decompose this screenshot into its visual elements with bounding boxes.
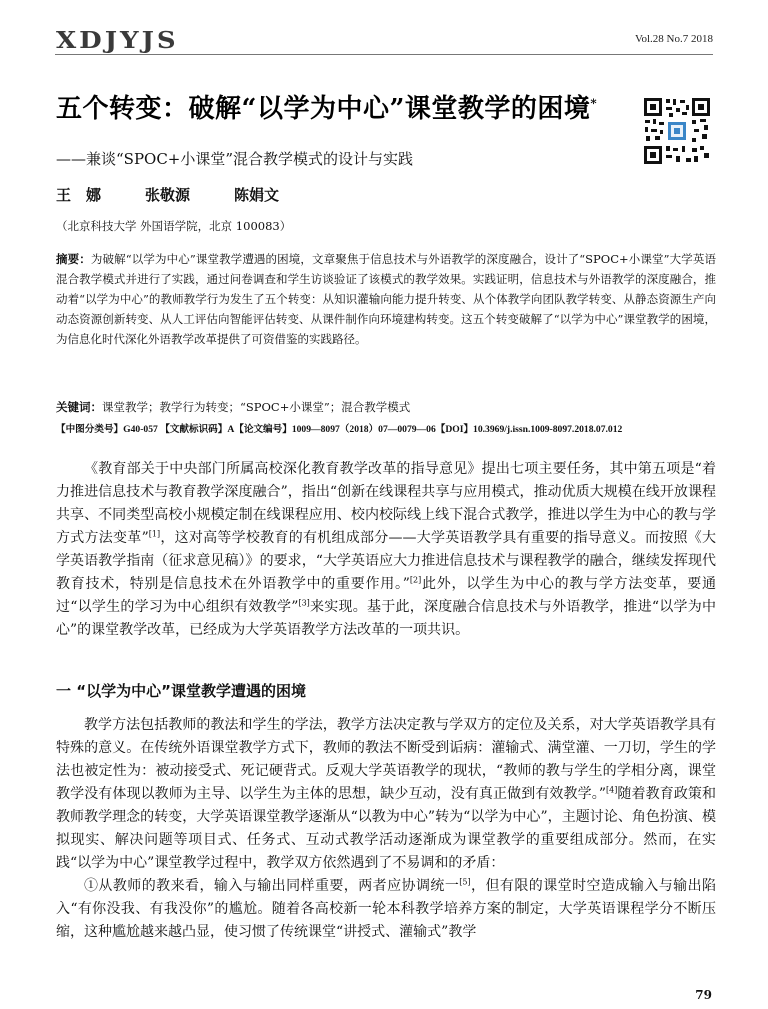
body-text-run: 此外，以学生为中心的教与学方法变革，要通过“以学生的学习为中心组织有效教学”: [56, 576, 717, 615]
header-divider: [55, 54, 713, 55]
article-subtitle: ——兼谈“SPOC+小课堂”混合教学模式的设计与实践: [56, 150, 414, 168]
author-name: 王 娜: [56, 186, 102, 204]
body-paragraph: [56, 458, 716, 642]
section-1-body: [56, 714, 716, 944]
intro-section: [56, 458, 716, 642]
keywords-label: 关键词：: [56, 400, 102, 414]
citation-ref[interactable]: [1]: [148, 529, 161, 539]
citation-ref[interactable]: [4]: [605, 785, 618, 795]
body-text-run: ，这对高等学校教育的有机组成部分——大学英语教学具有重要的指导意义。而按照《大学英语教学指南（征求意见稿）》的要求，“大学英语应大力推进信息技术与课程教学的融合，继续发挥现代教育技术，特别是信息技术在外语教学中的重要作用。”: [56, 530, 716, 592]
body-paragraph: [56, 714, 716, 875]
citation-ref[interactable]: [3]: [298, 598, 310, 608]
keywords: [56, 399, 410, 415]
author-affiliation: （北京科技大学 外国语学院，北京 100083）: [56, 219, 292, 233]
body-text-run: ，但有限的课堂时空造成输入与输出陷入“有你没我、有我没你”的尴尬。随着各高校新一轮本科教学培养方案的制定，大学英语课程学分不断压缩，这种尴尬越来越凸显，使习惯了传统课堂“讲授式、灌输式”教学: [56, 878, 717, 940]
section-heading: 一 “以学为中心”课堂教学遭遇的困境: [56, 682, 306, 700]
abstract-label: 摘要：: [56, 252, 91, 266]
page-number: 79: [695, 988, 712, 1002]
body-text-run: ①从教师的教来看，输入与输出同样重要，两者应协调统一: [84, 878, 460, 894]
body-text-run: 《教育部关于中央部门所属高校深化教育教学改革的指导意见》提出七项主要任务，其中第五项是“着力推进信息技术与教育教学深度融合”，指出“创新在线课程共享与应用模式，推动优质大规模在线开放课程共享、不同类型高校小规模定制在线课程应用、校内校际线上线下混合式教学，推进以学生为中心的教与学方式方法变革”: [56, 461, 716, 546]
abstract-text: 为破解“以学为中心”课堂教学遭遇的困境，文章聚焦于信息技术与外语教学的深度融合，设计了“SPOC+小课堂”大学英语混合教学模式并进行了实践，通过问卷调查和学生访谈验证了该模式的教学效果。实践证明，信息技术与外语教学的深度融合，推动着“以学为中心”的教师教学行为发生了五个转变：从知识灌输向能力提升转变、从个体教学向团队教学转变、从静态资源生产向动态资源创新转变、从人工评估向智能评估转变、从课件制作向环境建构转变。这五个转变破解了“以学为中心”课堂教学的困境，为信息化时代深化外语教学改革提供了可资借鉴的实践路径。: [56, 252, 717, 346]
classification-line: 【中图分类号】G40-057 【文献标识码】A【论文编号】1009—8097（2018）07—0079—06【DOI】10.3969/j.issn.1009-8097.2018.07.012: [56, 424, 623, 435]
body-text-run: 教学方法包括教师的教法和学生的学法，教学方法决定教与学双方的定位及关系，对大学英语教学具有特殊的意义。在传统外语课堂教学方式下，教师的教法不断受到诟病：灌输式、满堂灌、一刀切，学生的学法也被定性为：被动接受式、死记硬背式。反观大学英语教学的现状，“教师的教与学生的学相分离，课堂教学没有体现以教师为主导、以学生为主体的思想，缺少互动，没有真正做到有效教学。”: [56, 717, 716, 802]
article-title-text: 五个转变：破解“以学为中心”课堂教学的困境: [56, 94, 591, 124]
citation-ref[interactable]: [5]: [459, 877, 471, 887]
author-name: 张敬源: [145, 186, 191, 204]
volume-issue: Vol.28 No.7 2018: [634, 33, 713, 45]
author-list: [56, 184, 323, 205]
journal-logo: XDJYJS: [56, 27, 179, 55]
body-paragraph: [56, 875, 716, 944]
qr-code-icon: [642, 96, 712, 166]
author-name: 陈娟文: [234, 186, 280, 204]
article-title: [56, 88, 597, 125]
title-footnote-mark: *: [590, 96, 598, 111]
citation-ref[interactable]: [2]: [409, 575, 422, 585]
keywords-text: 课堂教学；教学行为转变；“SPOC+小课堂”；混合教学模式: [102, 400, 411, 414]
abstract: [56, 249, 716, 349]
body-text-run: 来实现。基于此，深度融合信息技术与外语教学，推进“以学为中心”的课堂教学改革，已经成为大学英语教学方法改革的一项共识。: [56, 599, 716, 638]
body-text-run: 随着教育政策和教师教学理念的转变，大学英语课堂教学逐渐从“以教为中心”转为“以学为中心”，主题讨论、角色扮演、模拟现实、解决问题等项目式、任务式、互动式教学活动逐渐成为课堂教学的重要组成部分。然而，在实践“以学为中心”课堂教学过程中，教学双方依然遇到了不易调和的矛盾：: [56, 786, 717, 871]
